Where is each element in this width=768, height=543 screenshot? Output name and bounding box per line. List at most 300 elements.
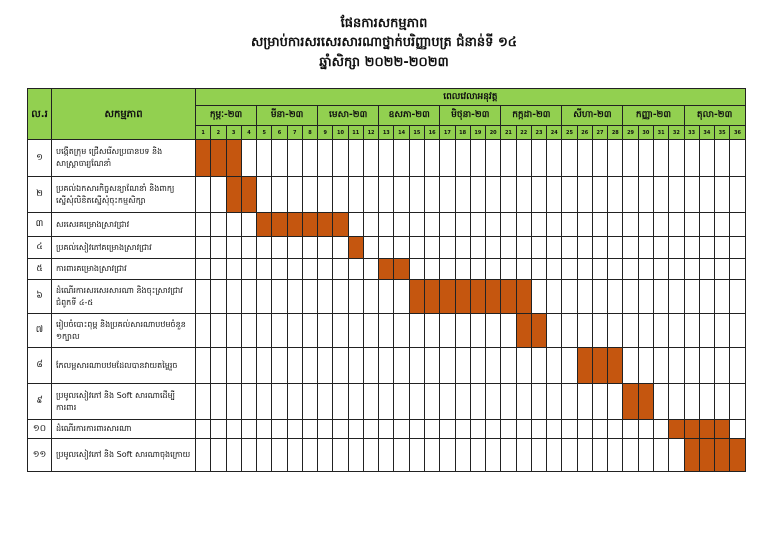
gantt-cell	[516, 348, 531, 384]
gantt-cell	[638, 439, 653, 472]
gantt-cell	[699, 280, 714, 314]
week-number: 5	[257, 126, 272, 140]
gantt-cell	[669, 348, 684, 384]
gantt-cell	[211, 439, 226, 472]
gantt-cell	[470, 314, 485, 348]
gantt-cell	[577, 280, 592, 314]
gantt-cell	[287, 177, 302, 213]
gantt-cell	[592, 384, 607, 420]
gantt-cell	[592, 420, 607, 439]
gantt-cell	[669, 213, 684, 237]
month-header: កក្កដា-២៣	[501, 106, 562, 126]
gantt-cell	[302, 348, 317, 384]
gantt-cell	[394, 177, 409, 213]
gantt-cell	[226, 314, 241, 348]
gantt-cell	[379, 384, 394, 420]
gantt-cell	[730, 314, 745, 348]
gantt-cell	[562, 259, 577, 280]
week-number: 35	[715, 126, 730, 140]
gantt-cell	[211, 420, 226, 439]
gantt-cell	[318, 177, 333, 213]
gantt-bar-cell	[318, 213, 333, 237]
week-number: 8	[302, 126, 317, 140]
gantt-cell	[440, 213, 455, 237]
week-number: 9	[318, 126, 333, 140]
gantt-cell	[379, 348, 394, 384]
gantt-cell	[318, 384, 333, 420]
gantt-cell	[394, 314, 409, 348]
gantt-cell	[424, 140, 439, 177]
gantt-cell	[638, 177, 653, 213]
activity-label: កែលម្អសារណាបឋមដែលបានវាយតម្លៃរួច	[52, 348, 196, 384]
gantt-cell	[348, 348, 363, 384]
gantt-cell	[562, 420, 577, 439]
gantt-bar-cell	[715, 420, 730, 439]
gantt-cell	[318, 420, 333, 439]
gantt-cell	[486, 439, 501, 472]
gantt-cell	[486, 237, 501, 259]
row-number: ៩	[28, 384, 52, 420]
row-number: ៥	[28, 259, 52, 280]
gantt-bar-cell	[592, 348, 607, 384]
gantt-cell	[470, 259, 485, 280]
gantt-cell	[699, 348, 714, 384]
gantt-cell	[226, 280, 241, 314]
row-number: ៨	[28, 348, 52, 384]
gantt-cell	[302, 314, 317, 348]
gantt-cell	[424, 384, 439, 420]
gantt-cell	[470, 348, 485, 384]
gantt-cell	[302, 259, 317, 280]
gantt-bar-cell	[440, 280, 455, 314]
week-number: 2	[211, 126, 226, 140]
gantt-cell	[196, 237, 211, 259]
gantt-cell	[730, 213, 745, 237]
gantt-cell	[531, 213, 546, 237]
gantt-cell	[440, 348, 455, 384]
gantt-cell	[623, 140, 638, 177]
row-number: ២	[28, 177, 52, 213]
gantt-cell	[333, 259, 348, 280]
gantt-cell	[730, 140, 745, 177]
gantt-cell	[241, 213, 256, 237]
gantt-cell	[623, 237, 638, 259]
week-number: 3	[226, 126, 241, 140]
gantt-cell	[715, 177, 730, 213]
gantt-cell	[302, 237, 317, 259]
gantt-cell	[623, 348, 638, 384]
month-header: កុម្ភៈ-២៣	[196, 106, 257, 126]
gantt-cell	[715, 280, 730, 314]
gantt-cell	[684, 259, 699, 280]
gantt-cell	[211, 280, 226, 314]
gantt-cell	[669, 259, 684, 280]
week-number: 16	[424, 126, 439, 140]
row-number: ១០	[28, 420, 52, 439]
gantt-cell	[226, 213, 241, 237]
gantt-cell	[486, 348, 501, 384]
gantt-cell	[699, 384, 714, 420]
gantt-cell	[547, 259, 562, 280]
gantt-cell	[577, 384, 592, 420]
gantt-cell	[653, 237, 668, 259]
gantt-cell	[501, 237, 516, 259]
gantt-cell	[379, 420, 394, 439]
gantt-cell	[333, 177, 348, 213]
gantt-cell	[409, 140, 424, 177]
gantt-cell	[241, 439, 256, 472]
gantt-cell	[272, 177, 287, 213]
gantt-cell	[531, 140, 546, 177]
week-number: 30	[638, 126, 653, 140]
gantt-cell	[363, 140, 378, 177]
week-number: 34	[699, 126, 714, 140]
gantt-cell	[592, 237, 607, 259]
gantt-cell	[196, 213, 211, 237]
gantt-cell	[211, 237, 226, 259]
gantt-cell	[348, 420, 363, 439]
gantt-cell	[638, 237, 653, 259]
gantt-cell	[715, 140, 730, 177]
gantt-cell	[592, 314, 607, 348]
gantt-cell	[363, 213, 378, 237]
gantt-bar-cell	[684, 439, 699, 472]
gantt-cell	[608, 280, 623, 314]
gantt-cell	[608, 237, 623, 259]
gantt-cell	[409, 314, 424, 348]
gantt-cell	[653, 177, 668, 213]
gantt-cell	[440, 259, 455, 280]
gantt-cell	[623, 280, 638, 314]
gantt-cell	[363, 420, 378, 439]
gantt-bar-cell	[699, 420, 714, 439]
gantt-cell	[455, 348, 470, 384]
gantt-cell	[348, 280, 363, 314]
gantt-cell	[608, 384, 623, 420]
gantt-bar-cell	[241, 177, 256, 213]
gantt-cell	[226, 420, 241, 439]
gantt-cell	[486, 420, 501, 439]
gantt-cell	[424, 213, 439, 237]
gantt-cell	[333, 439, 348, 472]
gantt-cell	[730, 177, 745, 213]
gantt-cell	[424, 348, 439, 384]
gantt-cell	[562, 314, 577, 348]
title-line-2: សម្រាប់ការសរសេរសារណាថ្នាក់បរិញ្ញាបត្រ ជំនាន់ទី ១៤	[250, 35, 517, 50]
gantt-cell	[608, 177, 623, 213]
gantt-cell	[257, 314, 272, 348]
week-number: 31	[653, 126, 668, 140]
month-header: មិថុនា-២៣	[440, 106, 501, 126]
gantt-bar-cell	[669, 420, 684, 439]
month-header: កញ្ញា-២៣	[623, 106, 684, 126]
row-number: ៤	[28, 237, 52, 259]
gantt-cell	[455, 237, 470, 259]
gantt-cell	[501, 314, 516, 348]
gantt-cell	[562, 280, 577, 314]
gantt-cell	[455, 420, 470, 439]
gantt-cell	[531, 420, 546, 439]
gantt-cell	[363, 439, 378, 472]
document-title-block	[0, 14, 768, 73]
gantt-cell	[424, 420, 439, 439]
gantt-cell	[638, 314, 653, 348]
gantt-cell	[684, 140, 699, 177]
gantt-cell	[363, 237, 378, 259]
gantt-cell	[715, 348, 730, 384]
gantt-cell	[440, 140, 455, 177]
gantt-cell	[501, 384, 516, 420]
gantt-cell	[623, 314, 638, 348]
gantt-cell	[638, 348, 653, 384]
gantt-bar-cell	[409, 280, 424, 314]
gantt-cell	[241, 384, 256, 420]
gantt-cell	[653, 348, 668, 384]
gantt-cell	[287, 259, 302, 280]
gantt-cell	[653, 314, 668, 348]
gantt-bar-cell	[348, 237, 363, 259]
gantt-cell	[455, 439, 470, 472]
gantt-cell	[623, 439, 638, 472]
gantt-cell	[455, 259, 470, 280]
week-number: 26	[577, 126, 592, 140]
gantt-body	[28, 140, 746, 472]
week-number: 7	[287, 126, 302, 140]
title-line-3: ឆ្នាំសិក្សា ២០២២-២០២៣	[319, 55, 449, 70]
gantt-cell	[379, 280, 394, 314]
gantt-cell	[424, 439, 439, 472]
gantt-bar-cell	[730, 439, 745, 472]
week-number: 15	[409, 126, 424, 140]
gantt-cell	[486, 213, 501, 237]
month-header: មីនា-២៣	[257, 106, 318, 126]
gantt-header	[28, 89, 746, 140]
gantt-cell	[715, 237, 730, 259]
gantt-cell	[730, 237, 745, 259]
gantt-bar-cell	[623, 384, 638, 420]
gantt-cell	[333, 314, 348, 348]
gantt-cell	[669, 280, 684, 314]
gantt-cell	[730, 384, 745, 420]
gantt-cell	[501, 439, 516, 472]
week-number: 14	[394, 126, 409, 140]
gantt-cell	[318, 259, 333, 280]
month-header: សីហា-២៣	[562, 106, 623, 126]
gantt-cell	[363, 384, 378, 420]
gantt-cell	[730, 259, 745, 280]
gantt-cell	[684, 314, 699, 348]
gantt-cell	[699, 237, 714, 259]
gantt-cell	[272, 314, 287, 348]
activity-row	[28, 314, 746, 348]
gantt-cell	[379, 213, 394, 237]
gantt-bar-cell	[715, 439, 730, 472]
gantt-cell	[302, 140, 317, 177]
gantt-cell	[470, 237, 485, 259]
week-number: 4	[241, 126, 256, 140]
gantt-cell	[486, 384, 501, 420]
gantt-cell	[196, 348, 211, 384]
gantt-cell	[318, 140, 333, 177]
gantt-cell	[699, 140, 714, 177]
gantt-cell	[272, 439, 287, 472]
gantt-cell	[562, 213, 577, 237]
gantt-bar-cell	[531, 314, 546, 348]
week-number: 25	[562, 126, 577, 140]
gantt-cell	[486, 177, 501, 213]
row-number: ៦	[28, 280, 52, 314]
gantt-cell	[608, 314, 623, 348]
month-header: មេសា-២៣	[318, 106, 379, 126]
gantt-cell	[440, 384, 455, 420]
gantt-bar-cell	[516, 314, 531, 348]
gantt-cell	[653, 280, 668, 314]
gantt-cell	[486, 314, 501, 348]
gantt-cell	[531, 348, 546, 384]
gantt-cell	[424, 237, 439, 259]
gantt-bar-cell	[486, 280, 501, 314]
gantt-cell	[318, 237, 333, 259]
gantt-cell	[547, 237, 562, 259]
gantt-cell	[608, 259, 623, 280]
gantt-cell	[501, 259, 516, 280]
gantt-cell	[363, 259, 378, 280]
gantt-cell	[394, 384, 409, 420]
gantt-cell	[348, 439, 363, 472]
gantt-cell	[531, 259, 546, 280]
gantt-cell	[257, 384, 272, 420]
gantt-cell	[272, 140, 287, 177]
activity-row	[28, 140, 746, 177]
gantt-cell	[577, 420, 592, 439]
gantt-cell	[547, 420, 562, 439]
gantt-cell	[699, 314, 714, 348]
gantt-cell	[486, 140, 501, 177]
gantt-cell	[562, 439, 577, 472]
gantt-cell	[424, 314, 439, 348]
week-number: 11	[348, 126, 363, 140]
gantt-cell	[470, 213, 485, 237]
gantt-cell	[409, 348, 424, 384]
gantt-cell	[684, 280, 699, 314]
gantt-cell	[302, 439, 317, 472]
gantt-cell	[348, 213, 363, 237]
week-number: 29	[623, 126, 638, 140]
gantt-cell	[730, 420, 745, 439]
row-number: ៧	[28, 314, 52, 348]
gantt-cell	[241, 140, 256, 177]
gantt-cell	[333, 237, 348, 259]
gantt-cell	[501, 348, 516, 384]
gantt-bar-cell	[470, 280, 485, 314]
gantt-cell	[470, 177, 485, 213]
gantt-cell	[531, 280, 546, 314]
gantt-cell	[241, 348, 256, 384]
activity-label: បង្កើតក្រុម ជ្រើសរើសប្រធានបទ និងសាស្ត្រាចារ្យណែនាំ	[52, 140, 196, 177]
gantt-cell	[516, 213, 531, 237]
activity-label: សរសេរគម្រោងស្រាវជ្រាវ	[52, 213, 196, 237]
week-number: 1	[196, 126, 211, 140]
gantt-cell	[653, 420, 668, 439]
activity-row	[28, 280, 746, 314]
activity-label: ដំណើរការការពារសារណា	[52, 420, 196, 439]
gantt-cell	[455, 177, 470, 213]
gantt-cell	[363, 314, 378, 348]
gantt-cell	[592, 177, 607, 213]
gantt-cell	[592, 259, 607, 280]
gantt-cell	[241, 259, 256, 280]
gantt-cell	[608, 140, 623, 177]
gantt-cell	[363, 280, 378, 314]
week-number: 21	[501, 126, 516, 140]
gantt-cell	[547, 177, 562, 213]
gantt-cell	[455, 314, 470, 348]
activity-row	[28, 177, 746, 213]
gantt-bar-cell	[638, 384, 653, 420]
gantt-cell	[608, 439, 623, 472]
gantt-bar-cell	[501, 280, 516, 314]
gantt-cell	[196, 384, 211, 420]
gantt-cell	[684, 384, 699, 420]
gantt-cell	[424, 177, 439, 213]
header-no: ល.រ	[28, 89, 52, 140]
gantt-cell	[501, 140, 516, 177]
activity-label: រៀបចំបោះពុម្ព និងប្រគល់សារណាបឋមចំនួន ១ក្បាល	[52, 314, 196, 348]
week-number: 22	[516, 126, 531, 140]
gantt-cell	[562, 177, 577, 213]
gantt-cell	[257, 280, 272, 314]
activity-label: ការពារគម្រោងស្រាវជ្រាវ	[52, 259, 196, 280]
gantt-bar-cell	[455, 280, 470, 314]
gantt-cell	[272, 259, 287, 280]
gantt-cell	[577, 314, 592, 348]
activity-label: ប្រគល់ឯកសារកិច្ចសន្យាណែនាំ និងពាក្យស្នើសុំលិខិតស្នើសុំចុះកម្មសិក្សា	[52, 177, 196, 213]
activity-row	[28, 259, 746, 280]
gantt-cell	[272, 384, 287, 420]
gantt-cell	[501, 213, 516, 237]
gantt-cell	[409, 213, 424, 237]
gantt-cell	[547, 439, 562, 472]
gantt-bar-cell	[211, 140, 226, 177]
gantt-cell	[470, 439, 485, 472]
gantt-cell	[516, 177, 531, 213]
gantt-cell	[394, 140, 409, 177]
gantt-cell	[333, 420, 348, 439]
gantt-cell	[501, 177, 516, 213]
gantt-bar-cell	[196, 140, 211, 177]
gantt-cell	[669, 237, 684, 259]
gantt-cell	[333, 140, 348, 177]
gantt-cell	[257, 348, 272, 384]
activity-row	[28, 237, 746, 259]
gantt-cell	[287, 314, 302, 348]
gantt-cell	[531, 439, 546, 472]
gantt-cell	[318, 314, 333, 348]
gantt-cell	[440, 420, 455, 439]
gantt-cell	[287, 384, 302, 420]
gantt-cell	[211, 213, 226, 237]
gantt-cell	[333, 384, 348, 420]
gantt-cell	[318, 348, 333, 384]
gantt-cell	[287, 280, 302, 314]
gantt-cell	[669, 439, 684, 472]
gantt-cell	[302, 420, 317, 439]
gantt-cell	[409, 259, 424, 280]
gantt-cell	[272, 280, 287, 314]
gantt-cell	[577, 259, 592, 280]
gantt-cell	[470, 420, 485, 439]
gantt-cell	[516, 439, 531, 472]
